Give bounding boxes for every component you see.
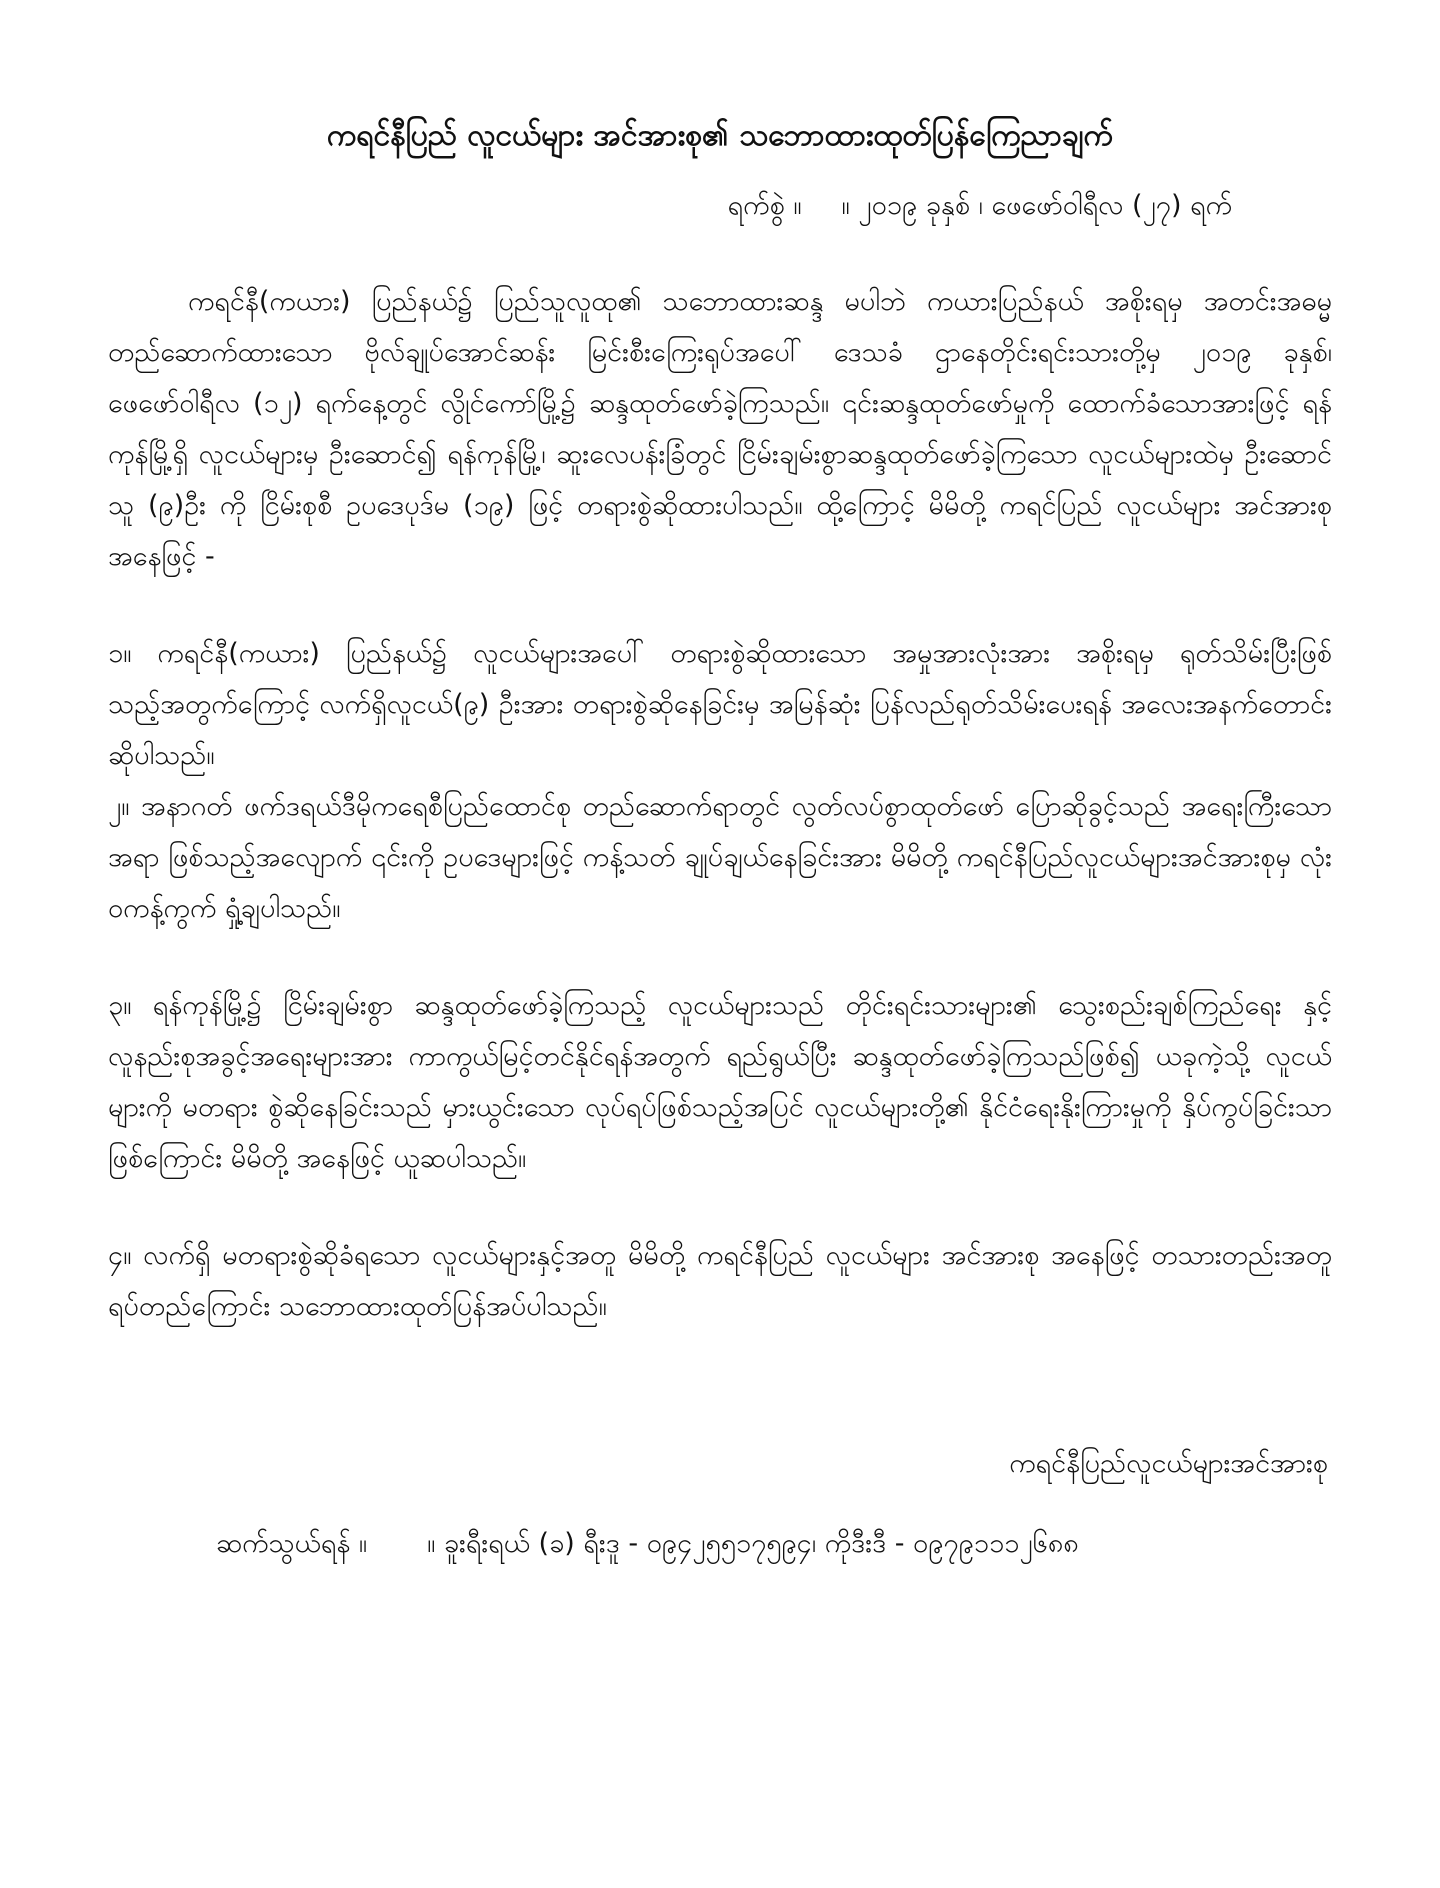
point-4: ၄။ လက်ရှိ မတရားစွဲဆိုခံရသော လူငယ်များနှင့်အတူ မိမိတို့ ကရင်နီပြည် လူငယ်များ အင်အားစု အနေဖြင့် တသားတည်းအတူ ရပ်တည်ကြောင်း သဘောထားထုတ်ပြန်အပ်ပါသည်။ [108,1240,1332,1322]
signature: ကရင်နီပြည်လူငယ်များအင်အားစု [1009,1448,1328,1479]
point-1: ၁။ ကရင်နီ(ကယား) ပြည်နယ်၌ လူငယ်များအပေါ် တရားစွဲဆိုထားသော အမှုအားလုံးအား အစိုးရမှ ရုတ်သိမ်းပြီးဖြစ်သည့်အတွက်ကြောင့် လက်ရှိလူငယ်(၉) ဦးအား တရားစွဲဆိုနေခြင်းမှ အမြန်ဆုံး ပြန်လည်ရုတ်သိမ်းပေးရန် အလေးအနက်တောင်းဆိုပါသည်။ [108,638,1332,771]
date-value: ။ ၂၀၁၉ ခုနှစ် ၊ ဖေဖော်ဝါရီလ (၂၇) ရက် [841,190,1232,221]
contact-line [108,1522,1332,1566]
point-2: ၂။ အနာဂတ် ဖက်ဒရယ်ဒီမိုကရေစီပြည်ထောင်စု တည်ဆောက်ရာတွင် လွတ်လပ်စွာထုတ်ဖော် ပြောဆိုခွင့်သည် အရေးကြီးသောအရာ ဖြစ်သည့်အလျောက် ၎င်းကို ဥပဒေများဖြင့် ကန့်သတ် ချုပ်ချယ်နေခြင်းအား မိမိတို့ ကရင်နီပြည်လူငယ်များအင်အားစုမှ လုံးဝကန့်ကွက် ရှုံ့ချပါသည်။ [108,791,1332,924]
intro-paragraph: ကရင်နီ(ကယား) ပြည်နယ်၌ ပြည်သူလူထု၏ သဘောထားဆန္ဒ မပါဘဲ ကယားပြည်နယ် အစိုးရမှ အတင်းအဓမ္မ တည်ဆောက်ထားသော ဗိုလ်ချုပ်အောင်ဆန်း မြင်းစီးကြေးရုပ်အပေါ် ဒေသခံ ဌာနေတိုင်းရင်းသားတို့မှ ၂၀၁၉ ခုနှစ်၊ ဖေဖော်ဝါရီလ (၁၂) ရက်နေ့တွင် လွိုင်ကော်မြို့၌ ဆန္ဒထုတ်ဖော်ခဲ့ကြသည်။ ၎င်းဆန္ဒထုတ်ဖော်မှုကို ထောက်ခံသောအားဖြင့် ရန်ကုန်မြို့ရှိ လူငယ်များမှ ဦးဆောင်၍ ရန်ကုန်မြို့၊ ဆူးလေပန်းခြံတွင် ငြိမ်းချမ်းစွာဆန္ဒထုတ်ဖော်ခဲ့ကြသော လူငယ်များထဲမှ ဦးဆောင်သူ (၉)ဦး ကို ငြိမ်းစုစီ ဥပဒေပုဒ်မ (၁၉) ဖြင့် တရားစွဲဆိုထားပါသည်။ ထို့ကြောင့် မိမိတို့ ကရင်ပြည် လူငယ်များ အင်အားစုအနေဖြင့် - [108,286,1332,572]
date-label: ရက်စွဲ ။ [727,190,802,221]
dateline [108,184,1332,228]
point-3: ၃။ ရန်ကုန်မြို့၌ ငြိမ်းချမ်းစွာ ဆန္ဒထုတ်ဖော်ခဲ့ကြသည့် လူငယ်များသည် တိုင်းရင်းသားများ၏ သွေးစည်းချစ်ကြည်ရေး နှင့် လူနည်းစုအခွင့်အရေးများအား ကာကွယ်မြင့်တင်နိုင်ရန်အတွက် ရည်ရွယ်ပြီး ဆန္ဒထုတ်ဖော်ခဲ့ကြသည်ဖြစ်၍ ယခုကဲ့သို့ လူငယ်များကို မတရား စွဲဆိုနေခြင်းသည် မှားယွင်းသော လုပ်ရပ်ဖြစ်သည့်အပြင် လူငယ်များတို့၏ နိုင်ငံရေးနိုးကြားမှုကို နှိပ်ကွပ်ခြင်းသာ ဖြစ်ကြောင်း မိမိတို့ အနေဖြင့် ယူဆပါသည်။ [108,990,1332,1174]
contact-label: ဆက်သွယ်ရန် ။ [216,1528,368,1559]
contact-value: ။ ခူးရီးရယ် (ခ) ရီးဒူ - ၀၉၄၂၅၅၁၇၅၉၄၊ ကိုဒီးဒီ - ၀၉၇၉၁၁၁၂၆၈၈ [427,1528,1079,1559]
document-title: ကရင်နီပြည် လူငယ်များ အင်အားစု၏ သဘောထားထုတ်ပြန်ကြေညာချက် [327,118,1113,153]
